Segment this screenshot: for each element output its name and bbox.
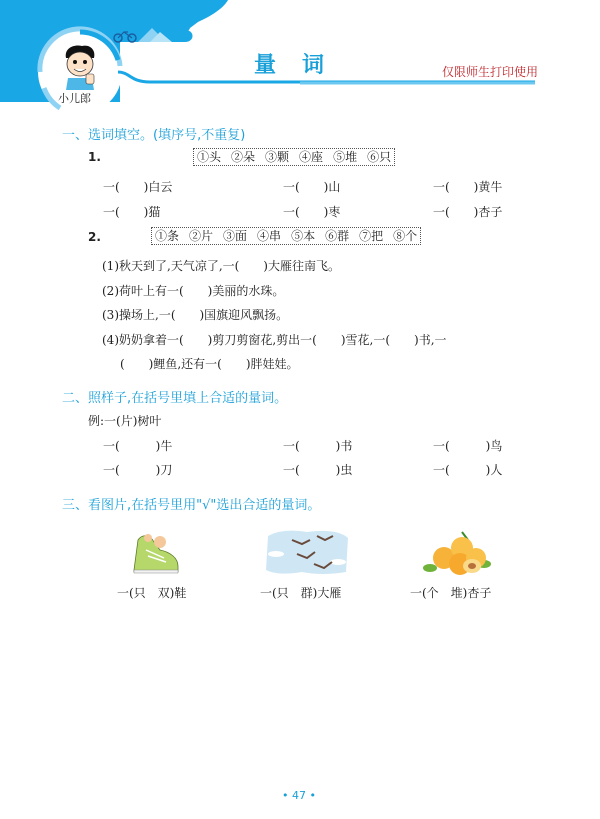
fill-blank-item[interactable]: 一( )枣 <box>283 205 341 219</box>
fill-blank-item[interactable]: 一( )书 <box>283 439 353 453</box>
fill-blank-item[interactable]: 一( )人 <box>433 463 503 477</box>
part2-word-bank: ①条 ②片 ③面 ④串 ⑤本 ⑥群 ⑦把 ⑧个 <box>151 227 421 245</box>
section2-title: 二、照样子,在括号里填上合适的量词。 <box>62 391 288 406</box>
mascot-avatar <box>60 44 100 90</box>
sentence-item[interactable]: (4)奶奶拿着一( )剪刀剪窗花,剪出一( )雪花,一( )书,一 <box>102 333 447 347</box>
sentence-item[interactable]: (3)操场上,一( )国旗迎风飘扬。 <box>102 308 289 322</box>
fill-blank-item[interactable]: 一( )白云 <box>103 180 173 194</box>
fill-blank-item[interactable]: 一( )牛 <box>103 439 173 453</box>
fill-blank-item[interactable]: 一( )山 <box>283 180 341 194</box>
sentence-item[interactable]: (2)荷叶上有一( )美丽的水珠。 <box>102 284 285 298</box>
restriction-note: 仅限师生打印使用 <box>442 65 539 79</box>
shoes-illustration <box>130 530 182 574</box>
choice-item-apricots[interactable]: 一(个 堆)杏子 <box>410 586 492 600</box>
page-number: • 47 • <box>282 789 316 802</box>
fill-blank-item[interactable]: 一( )猫 <box>103 205 161 219</box>
page-title: 量词 <box>254 53 351 78</box>
fill-blank-item[interactable]: 一( )黄牛 <box>433 180 503 194</box>
part1-word-bank: ①头 ②朵 ③颗 ④座 ⑤堆 ⑥只 <box>193 148 395 166</box>
wild-geese-illustration <box>262 528 352 576</box>
fill-blank-item[interactable]: 一( )虫 <box>283 463 353 477</box>
part1-number: 1. <box>88 150 101 164</box>
fill-blank-item[interactable]: 一( )刀 <box>103 463 173 477</box>
part2-number: 2. <box>88 230 101 244</box>
choice-item-shoes[interactable]: 一(只 双)鞋 <box>117 586 187 600</box>
section3-title: 三、看图片,在括号里用"√"选出合适的量词。 <box>62 498 321 513</box>
apricots-illustration <box>422 530 492 576</box>
section1-title: 一、选词填空。(填序号,不重复) <box>62 128 246 143</box>
fill-blank-item[interactable]: 一( )鸟 <box>433 439 503 453</box>
sentence-item[interactable]: (1)秋天到了,天气凉了,一( )大雁往南飞。 <box>102 259 340 273</box>
fill-blank-item[interactable]: 一( )杏子 <box>433 205 503 219</box>
sentence-item-continued[interactable]: ( )鲤鱼,还有一( )胖娃娃。 <box>120 357 299 371</box>
example-text: 例:一(片)树叶 <box>88 414 162 428</box>
choice-item-geese[interactable]: 一(只 群)大雁 <box>260 586 342 600</box>
mascot-label: 小儿郎 <box>58 92 91 105</box>
